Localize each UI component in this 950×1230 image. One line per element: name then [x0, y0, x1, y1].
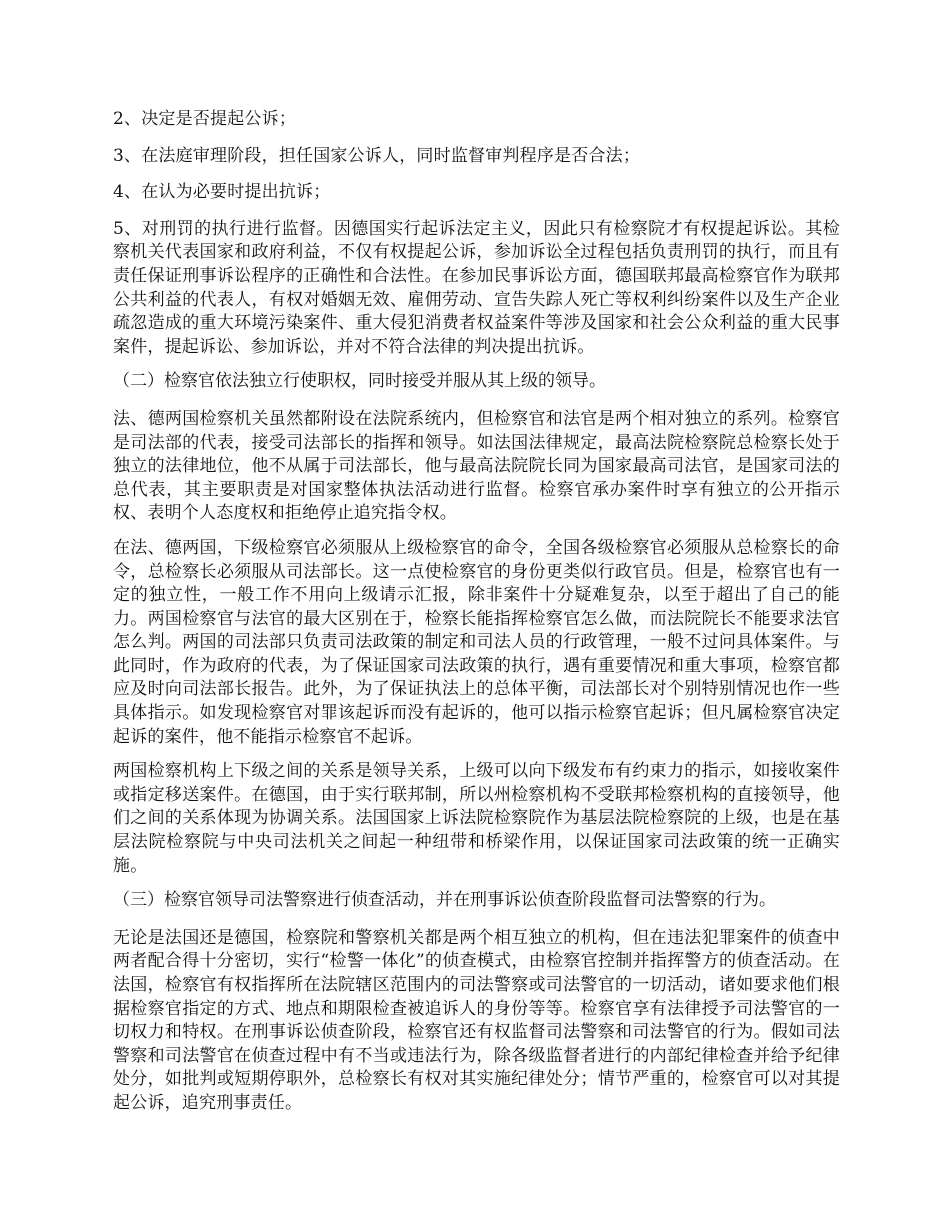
paragraph-hierarchy: 在法、德两国，下级检察官必须服从上级检察官的命令，全国各级检察官必须服从总检察长的命令，总检察长必须服从司法部长。这一点使检察官的身份更类似行政官员。但是，检察官也有一定的独立性，一般工作不用向上级请示汇报，除非案件十分疑难复杂，以至于超出了自己的能力。两国检察官与法官的最大区别在于，检察长能指挥检察官怎么做，而法院院长不能要求法官怎么判。两国的司法部只负责司法政策的制定和司法人员的行政管理，一般不过问具体案件。与此同时，作为政府的代表，为了保证国家司法政策的执行，遇有重要情况和重大事项，检察官都应及时向司法部长报告。此外，为了保证执法上的总体平衡，司法部长对个别特别情况也作一些具体指示。如发现检察官对罪该起诉而没有起诉的，他可以指示检察官起诉；但凡属检察官决定起诉的案件，他不能指示检察官不起诉。	[113, 537, 840, 747]
paragraph-item-5: 5、对刑罚的执行进行监督。因德国实行起诉法定主义，因此只有检察院才有权提起诉讼。其检察机关代表国家和政府利益，不仅有权提起公诉，参加诉讼全过程包括负责刑罚的执行，而且有责任保证刑事诉讼程序的正确性和合法性。在参加民事诉讼方面，德国联邦最高检察官作为联邦公共利益的代表人，有权对婚姻无效、雇佣劳动、宣告失踪人死亡等权利纠纷案件以及生产企业疏忽造成的重大环境污染案件、重大侵犯消费者权益案件等涉及国家和社会公众利益的重大民事案件，提起诉讼、参加诉讼，并对不符合法律的判决提出抗诉。	[113, 218, 840, 357]
section-heading-3: （三）检察官领导司法警察进行侦查活动，并在刑事诉讼侦查阶段监督司法警察的行为。	[113, 890, 776, 911]
document-body	[113, 108, 840, 1127]
section-heading-2: （二）检察官依法独立行使职权，同时接受并服从其上级的领导。	[113, 371, 606, 392]
paragraph-relations: 两国检察机构上下级之间的关系是领导关系，上级可以向下级发布有约束力的指示，如接收案件或指定移送案件。在德国，由于实行联邦制，所以州检察机构不受联邦检察机构的直接领导，他们之间的关系体现为协调关系。法国国家上诉法院检察院作为基层法院检察院的上级，也是在基层法院检察院与中央司法机关之间起一种纽带和桥梁作用，以保证国家司法政策的统一正确实施。	[113, 761, 840, 876]
paragraph-independence: 法、德两国检察机关虽然都附设在法院系统内，但检察官和法官是两个相对独立的系列。检察官是司法部的代表，接受司法部长的指挥和领导。如法国法律规定，最高法院检察院总检察长处于独立的法律地位，他不从属于司法部长，他与最高法院院长同为国家最高司法官，是国家司法的总代表，其主要职责是对国家整体执法活动进行监督。检察官承办案件时享有独立的公开指示权、表明个人态度权和拒绝停止追究指令权。	[113, 408, 840, 524]
paragraph-item-4: 4、在认为必要时提出抗诉；	[113, 182, 331, 203]
paragraph-item-2: 2、决定是否提起公诉；	[113, 109, 297, 129]
paragraph-police: 无论是法国还是德国，检察院和警察机关都是两个相互独立的机构，但在违法犯罪案件的侦查中两者配合得十分密切，实行“检警一体化”的侦查模式，由检察官控制并指挥警方的侦查活动。在法国，检察官有权指挥所在法院辖区范围内的司法警察或司法警官的一切活动，诸如要求他们根据检察官指定的方式、地点和期限检查被追诉人的身份等等。检察官享有法律授予司法警官的一切权力和特权。在刑事诉讼侦查阶段，检察官还有权监督司法警察和司法警官的行为。假如司法警察和司法警官在侦查过程中有不当或违法行为，除各级监督者进行的内部纪律检查并给予纪律处分，如批判或短期停职外，总检察长有权对其实施纪律处分；情节严重的，检察官可以对其提起公诉，追究刑事责任。	[113, 927, 840, 1113]
paragraph-item-3: 3、在法庭审理阶段，担任国家公诉人，同时监督审判程序是否合法；	[113, 145, 641, 166]
